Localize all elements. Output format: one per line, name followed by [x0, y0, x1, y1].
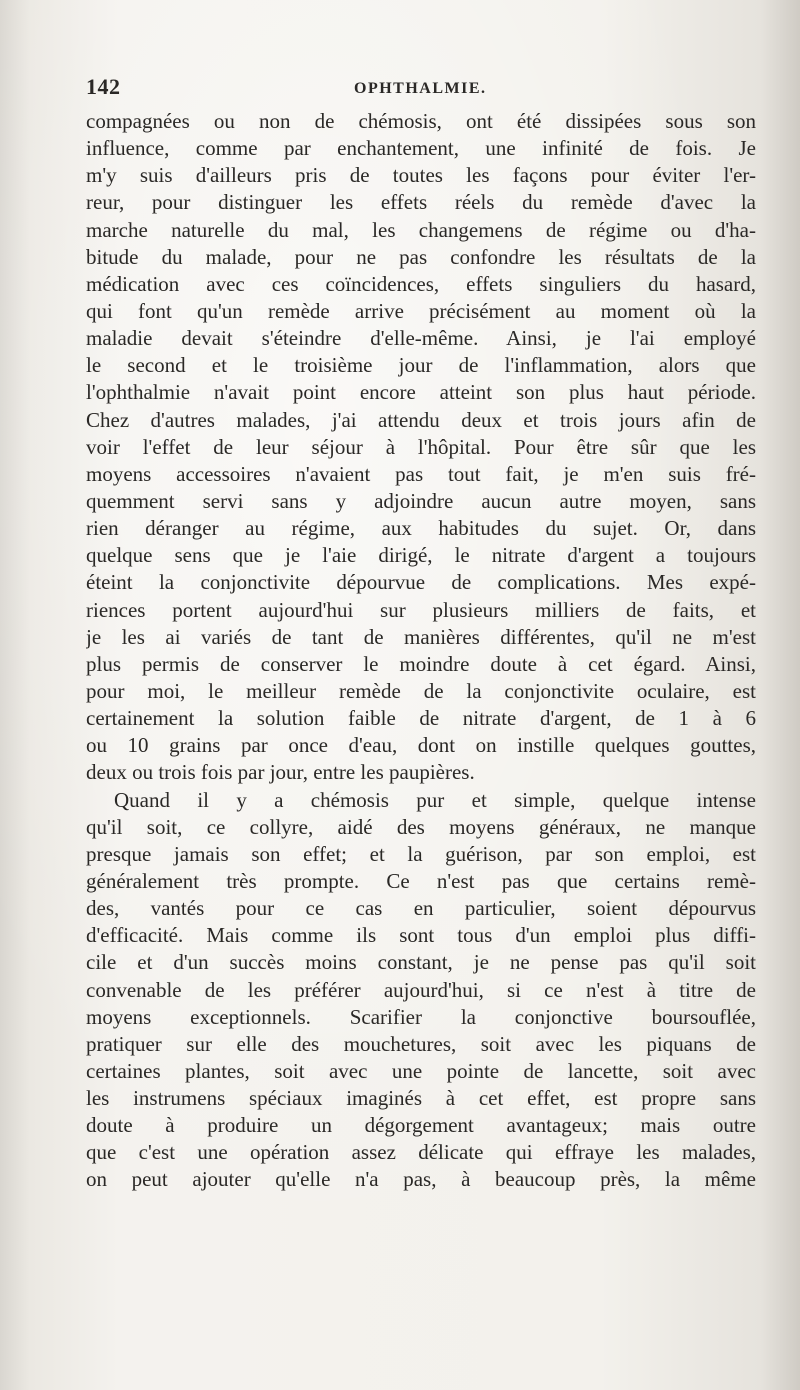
text-line: éteint la conjonctivite dépourvue de complications. Mes expé- [86, 570, 756, 595]
text-line: que c'est une opération assez délicate qui effraye les malades, [86, 1140, 756, 1165]
text-line: moyens exceptionnels. Scarifier la conjonctive boursouflée, [86, 1004, 756, 1029]
text-line: quelque sens que je l'aie dirigé, le nitrate d'argent a toujours [86, 543, 756, 568]
text-line: maladie devait s'éteindre d'elle-même. Ainsi, je l'ai employé [86, 326, 756, 351]
text-line: Chez d'autres malades, j'ai attendu deux et trois jours afin de [86, 407, 756, 432]
text-line: doute à produire un dégorgement avantageux; mais outre [86, 1113, 756, 1138]
text-line: qu'il soit, ce collyre, aidé des moyens généraux, ne manque [86, 814, 756, 839]
text-line: reur, pour distinguer les effets réels du remède d'avec la [86, 190, 756, 215]
paragraph-end-line: deux ou trois fois par jour, entre les paupières. [86, 760, 475, 785]
running-head: OPHTHALMIE. [354, 80, 487, 97]
text-line: le second et le troisième jour de l'inflammation, alors que [86, 353, 756, 378]
text-line: rien déranger au régime, aux habitudes du sujet. Or, dans [86, 516, 756, 541]
text-line: médication avec ces coïncidences, effets singuliers du hasard, [86, 271, 756, 296]
text-line: ou 10 grains par once d'eau, dont on instille quelques gouttes, [86, 733, 756, 758]
text-line: certainement la solution faible de nitrate d'argent, de 1 à 6 [86, 706, 756, 731]
text-line: qui font qu'un remède arrive précisément au moment où la [86, 298, 756, 323]
text-line: m'y suis d'ailleurs pris de toutes les façons pour éviter l'er- [86, 163, 756, 188]
text-line: riences portent aujourd'hui sur plusieurs milliers de faits, et [86, 597, 756, 622]
text-line: convenable de les préférer aujourd'hui, si ce n'est à titre de [86, 977, 756, 1002]
page-number: 142 [86, 74, 121, 99]
text-line: d'efficacité. Mais comme ils sont tous d'un emploi plus diffi- [86, 923, 756, 948]
text-line: voir l'effet de leur séjour à l'hôpital. Pour être sûr que les [86, 434, 756, 459]
text-line: quemment servi sans y adjoindre aucun autre moyen, sans [86, 488, 756, 513]
text-line: presque jamais son effet; et la guérison, par son emploi, est [86, 841, 756, 866]
text-line: l'ophthalmie n'avait point encore atteint son plus haut période. [86, 380, 756, 405]
text-line: marche naturelle du mal, les changemens de régime ou d'ha- [86, 217, 756, 242]
text-line: influence, comme par enchantement, une infinité de fois. Je [86, 136, 756, 161]
text-line: pour moi, le meilleur remède de la conjonctivite oculaire, est [86, 678, 756, 703]
text-line: moyens accessoires n'avaient pas tout fait, je m'en suis fré- [86, 461, 756, 486]
page-header [86, 74, 756, 104]
text-line: on peut ajouter qu'elle n'a pas, à beaucoup près, la même [86, 1167, 756, 1192]
text-line: certaines plantes, soit avec une pointe de lancette, soit avec [86, 1058, 756, 1083]
text-line: des, vantés pour ce cas en particulier, soient dépourvus [86, 896, 756, 921]
text-line: pratiquer sur elle des mouchetures, soit avec les piquans de [86, 1031, 756, 1056]
body-text [86, 108, 756, 1194]
text-line: plus permis de conserver le moindre doute à cet égard. Ainsi, [86, 651, 756, 676]
text-line: bitude du malade, pour ne pas confondre les résultats de la [86, 244, 756, 269]
text-line: les instrumens spéciaux imaginés à cet effet, est propre sans [86, 1086, 756, 1111]
text-line: je les ai variés de tant de manières différentes, qu'il ne m'est [86, 624, 756, 649]
paragraph-start-line: Quand il y a chémosis pur et simple, quelque intense [114, 787, 756, 812]
text-line: généralement très prompte. Ce n'est pas que certains remè- [86, 868, 756, 893]
text-line: compagnées ou non de chémosis, ont été dissipées sous son [86, 109, 756, 133]
text-line: cile et d'un succès moins constant, je ne pense pas qu'il soit [86, 950, 756, 975]
